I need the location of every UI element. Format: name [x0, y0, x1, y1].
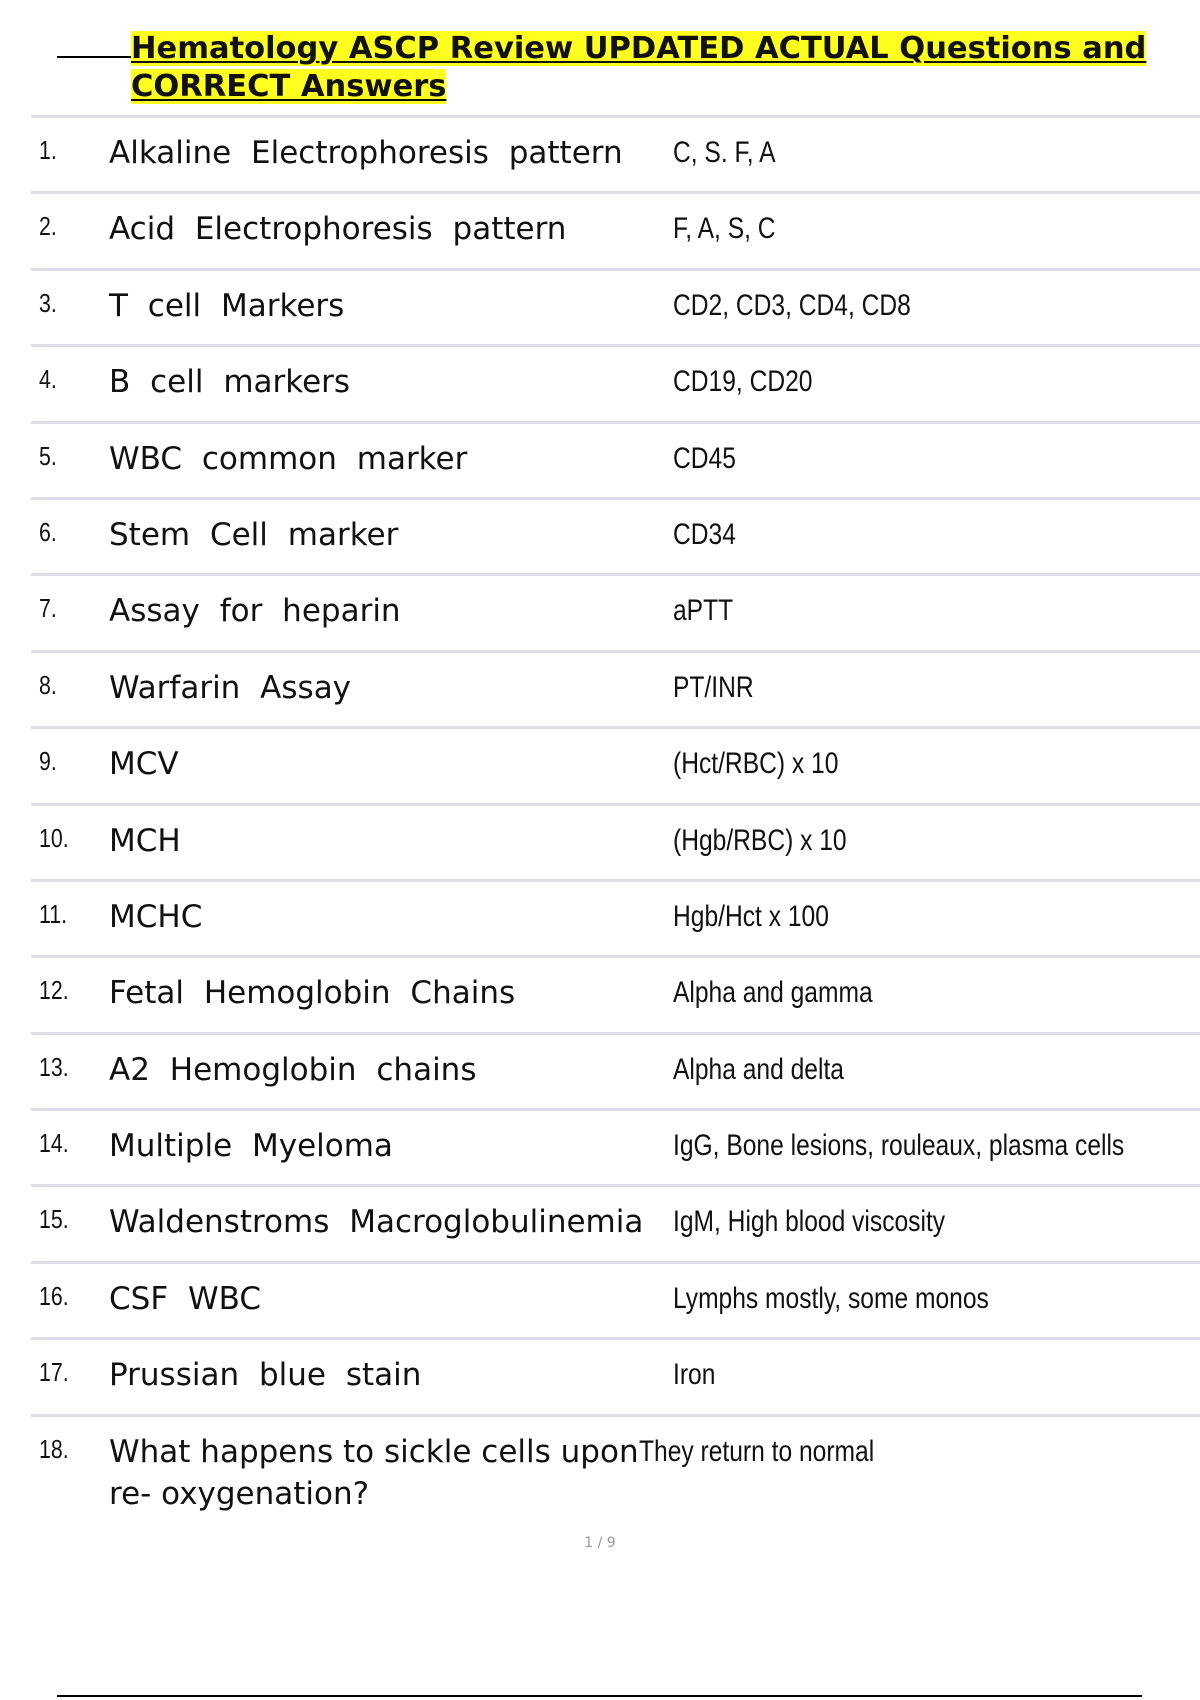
row-number: 2. — [39, 211, 57, 242]
question-text: T cell Markers — [109, 287, 345, 324]
row-number: 6. — [39, 516, 57, 547]
table-row — [31, 726, 1200, 802]
row-number: 10. — [39, 822, 69, 853]
answer-text: IgM, High blood viscosity — [673, 1205, 946, 1239]
table-row — [31, 803, 1200, 879]
answer-text: Iron — [673, 1358, 716, 1392]
table-row — [31, 955, 1200, 1031]
answer-text: IgG, Bone lesions, rouleaux, plasma cells — [673, 1129, 1125, 1163]
row-number: 8. — [39, 669, 57, 700]
question-text: Acid Electrophoresis pattern — [109, 211, 567, 248]
question-text: A2 Hemoglobin chains — [109, 1051, 477, 1088]
table-row — [31, 573, 1200, 649]
answer-text: Alpha and gamma — [673, 976, 873, 1010]
footer-rule — [57, 1695, 1142, 1697]
question-text: Prussian blue stain — [109, 1357, 422, 1394]
answer-text: CD45 — [673, 441, 736, 475]
question-text: Warfarin Assay — [109, 669, 352, 706]
document-title-text: Hematology ASCP Review UPDATED ACTUAL Questions and CORRECT Answers — [131, 31, 1147, 104]
answer-text: Alpha and delta — [673, 1052, 844, 1086]
table-row — [31, 1337, 1200, 1413]
table-row — [31, 1108, 1200, 1184]
table-row — [31, 497, 1200, 573]
question-text: MCHC — [109, 898, 203, 935]
row-number: 13. — [39, 1051, 69, 1082]
table-row — [31, 115, 1200, 191]
question-text: Alkaline Electrophoresis pattern — [109, 135, 623, 171]
row-number: 14. — [39, 1128, 69, 1159]
question-text: MCV — [109, 746, 179, 783]
answer-text: C, S. F, A — [673, 136, 776, 169]
row-number: 1. — [39, 135, 57, 165]
row-number: 12. — [39, 975, 69, 1006]
question-text: MCH — [109, 822, 181, 859]
question-text: B cell markers — [109, 364, 351, 401]
table-row — [31, 1032, 1200, 1108]
question-text: Assay for heparin — [109, 593, 401, 630]
answer-text: (Hgb/RBC) x 10 — [673, 823, 847, 857]
row-number: 4. — [39, 364, 57, 395]
title-leader-line — [57, 56, 131, 58]
table-row — [31, 1261, 1200, 1337]
row-number: 5. — [39, 440, 57, 471]
answer-text: They return to normal — [639, 1434, 875, 1468]
question-text: WBC common marker — [109, 440, 468, 477]
row-number: 17. — [39, 1357, 69, 1388]
answer-text: CD2, CD3, CD4, CD8 — [673, 288, 911, 322]
table-row — [31, 879, 1200, 955]
page-indicator: 1 / 9 — [584, 1535, 616, 1551]
answer-text: Lymphs mostly, some monos — [673, 1281, 989, 1315]
question-text: Stem Cell marker — [109, 516, 399, 553]
table-row — [31, 191, 1200, 267]
row-number: 18. — [39, 1433, 69, 1464]
answer-text: CD19, CD20 — [673, 365, 813, 399]
question-answer-table — [31, 115, 1200, 1524]
table-row — [31, 1184, 1200, 1260]
table-row — [31, 268, 1200, 344]
row-number: 15. — [39, 1204, 69, 1235]
question-text: What happens to sickle cells upon re- oxygenation? — [109, 1433, 639, 1512]
answer-text: (Hct/RBC) x 10 — [673, 747, 839, 781]
row-number: 9. — [39, 746, 57, 777]
row-number: 16. — [39, 1280, 69, 1311]
answer-text: Hgb/Hct x 100 — [673, 899, 829, 933]
answer-text: F, A, S, C — [673, 212, 776, 246]
question-text: Multiple Myeloma — [109, 1128, 393, 1165]
answer-text: CD34 — [673, 517, 736, 551]
document-title — [131, 30, 1200, 106]
table-row — [31, 421, 1200, 497]
table-row — [31, 344, 1200, 420]
table-row — [31, 1414, 1200, 1524]
table-row — [31, 650, 1200, 726]
question-text: CSF WBC — [109, 1280, 262, 1317]
question-text: Fetal Hemoglobin Chains — [109, 975, 516, 1012]
row-number: 11. — [39, 898, 68, 929]
answer-text: PT/INR — [673, 670, 754, 704]
row-number: 3. — [39, 287, 57, 318]
answer-text: aPTT — [673, 594, 734, 628]
question-text: Waldenstroms Macroglobulinemia — [109, 1204, 644, 1241]
row-number: 7. — [39, 593, 57, 624]
